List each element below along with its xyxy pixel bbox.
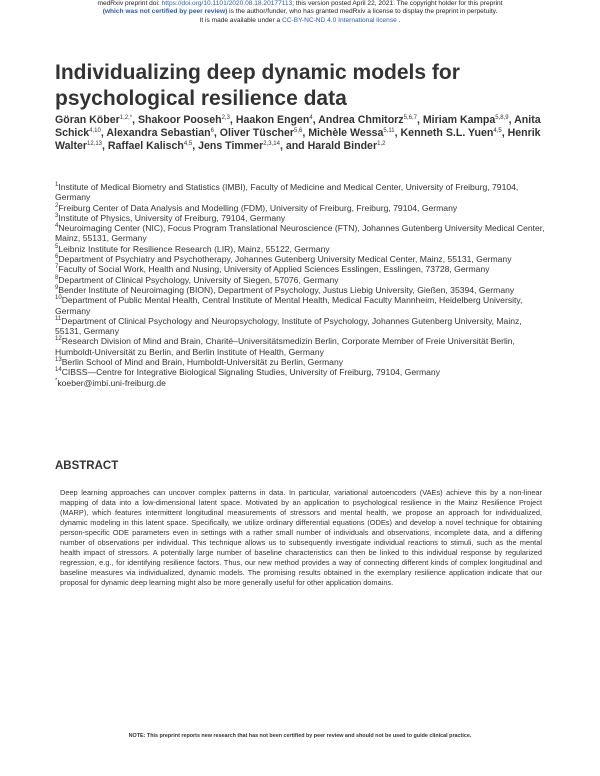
author-name: Göran Köber$^{1,2,*}$: [55, 114, 133, 126]
affiliation-marker: *: [55, 377, 58, 384]
preprint-header: [0, 0, 600, 25]
affiliation-text: Leibniz Institute for Resilience Research (LIR), Mainz, 55122, Germany: [58, 243, 330, 254]
affiliation-marker: 6: [55, 254, 59, 261]
affiliation-text: Department of Clinical Psychology, University of Siegen, 57076, Germany: [58, 274, 339, 285]
affiliation-item: [55, 357, 550, 367]
peer-review-note: (which was not certified by peer review): [102, 8, 228, 16]
affiliation-text: CIBSS—Centre for Integrative Biological Signaling Studies, University of Freiburg, 79104, Germany: [61, 367, 440, 378]
affiliation-item: [55, 336, 550, 357]
affiliation-item: [55, 295, 550, 316]
author-affiliation-marker: 6: [210, 128, 214, 135]
header-line-3: [0, 17, 600, 25]
abstract-text: Deep learning approaches can uncover complex patterns in data. In particular, variational autoencoders (VAEs) achieve this by a non-linear mapping of data into a low-dimensional latent space. Motivated by an application to psychological resilience in the Mainz Resilience Project (MARP), which features intermittent longitudinal measurements of stressors and mental health, we propose an approach for individualized, dynamic modeling in this latent space. Specifically, we utilize ordinary differential equations (ODEs) and develop a novel technique for obtaining person-specific ODE parameters even in settings with a rather small number of individuals and observations, incomplete data, and a differing number of observations per individual. This technique allows us to subsequently investigate individual reactions to stimuli, such as the mental health impact of stressors. A potentially large number of baseline characteristics can then be linked to this individual response by regularized regression, e.g., for identifying resilience factors. Thus, our new method provides a way of connecting different kinds of complex longitudinal and baseline measures via individualized, dynamic models. The promising results obtained in the exemplary resilience application indicate that our proposal for dynamic deep learning might also be more generally useful for other application domains.: [60, 488, 542, 587]
affiliation-item: [55, 275, 550, 285]
abstract-heading: ABSTRACT: [55, 460, 119, 472]
author-separator: ,: [132, 114, 138, 126]
affiliation-marker: 2: [55, 202, 59, 209]
affiliation-marker: 7: [55, 264, 59, 271]
header-text: ; this version posted April 22, 2021. The copyright holder for this preprint: [292, 0, 503, 7]
author-affiliation-marker: 5,6,7: [403, 115, 417, 121]
author-name: Oliver Tüscher$^{5,6}$: [219, 127, 303, 140]
affiliation-marker: 3: [55, 212, 59, 219]
author-separator: ,: [213, 127, 220, 140]
affiliation-item: [55, 264, 550, 274]
footer-note: NOTE: This preprint reports new research that has not been certified by peer review and should not be used to guide clinical practice.: [128, 733, 472, 739]
header-text: is the author/funder, who has granted medRxiv a license to display the preprint in perpetuity.: [227, 8, 498, 16]
affiliation-text: Research Division of Mind and Brain, Charité–Universitätsmedizin Berlin, Corporate Member of Freie Universität Berlin, Humboldt-Universität zu Berlin, and Berlin Institute of Health, Germany: [55, 336, 515, 357]
affiliation-item: [55, 203, 550, 213]
author-name: Anita Schick$^{4,10}$: [55, 114, 541, 140]
author-affiliation-marker: 2,3: [221, 115, 230, 121]
author-name: Michèle Wessa$^{5,11}$: [308, 127, 395, 140]
affiliation-text: Berlin School of Mind and Brain, Humboldt-Universität zu Berlin, Germany: [61, 357, 344, 368]
affiliation-marker: 4: [55, 223, 59, 230]
author-separator: ,: [229, 114, 236, 126]
author-separator: ,: [394, 127, 401, 140]
affiliation-marker: 13: [55, 357, 62, 364]
affiliation-text: Department of Clinical Psychology and Neuropsychology, Institute of Psychology, Johannes Gutenberg University, Mainz, 55131, Germany: [55, 315, 522, 337]
author-separator: ,: [508, 114, 515, 126]
author-name: Miriam Kampa$^{5,8,9}$: [422, 114, 509, 126]
affiliation-text: Institute of Physics, University of Freiburg, 79104, Germany: [58, 212, 286, 223]
header-line-1: [0, 0, 600, 8]
header-text: medRxiv preprint doi:: [97, 0, 162, 7]
author-separator: ,: [102, 140, 108, 153]
author-list: [55, 114, 550, 154]
affiliation-item: [55, 316, 550, 337]
author-separator: ,: [192, 140, 199, 153]
author-separator: ,: [501, 127, 508, 140]
author-name: Shakoor Pooseh$^{2,3}$: [137, 114, 230, 126]
affiliation-marker: 11: [55, 315, 62, 322]
header-line-2: [0, 8, 600, 16]
author-separator: , and: [279, 140, 308, 153]
author-affiliation-marker: 4,5: [493, 128, 502, 135]
author-affiliation-marker: 1,2: [377, 141, 386, 148]
author-affiliation-marker: 5,6: [293, 128, 303, 135]
affiliation-text: Department of Public Mental Health, Central Institute of Mental Health, Medical Faculty Mannheim, Heidelberg University, Germany: [55, 295, 523, 316]
affiliation-text: Department of Psychiatry and Psychotherapy, Johannes Gutenberg University Medical Center, Mainz, 55131, Germany: [58, 254, 512, 265]
author-affiliation-marker: 4,10: [89, 128, 101, 135]
author-separator: ,: [100, 127, 107, 140]
author-affiliation-marker: 4: [309, 115, 313, 121]
author-affiliation-marker: 5,8,9: [495, 115, 509, 121]
author-separator: ,: [302, 127, 309, 140]
header-text: .: [396, 16, 401, 24]
affiliation-item: [55, 367, 550, 377]
author-name: Henrik Walter$^{12,13}$: [55, 127, 541, 153]
affiliation-item[interactable]: [55, 378, 550, 388]
author-name: Haakon Engen$^4$: [235, 114, 313, 126]
author-separator: ,: [312, 114, 319, 126]
affiliation-text: Faculty of Social Work, Health and Nusing, University of Applied Sciences Esslingen, Esslingen, 73728, Germany: [58, 264, 490, 275]
affiliation-text: Neuroimaging Center (NIC), Focus Program Translational Neuroscience (FTN), Johannes Gutenberg University Medical Center, Mainz, 55131, Germany: [55, 223, 545, 244]
author-affiliation-marker: 4,5: [183, 141, 193, 148]
header-text: It is made available under a: [199, 16, 282, 24]
affiliation-marker: 14: [55, 367, 62, 374]
affiliation-list: [55, 182, 550, 388]
author-name: Raffael Kalisch$^{4,5}$: [107, 140, 193, 153]
author-separator: ,: [416, 114, 423, 126]
affiliation-item: [55, 182, 550, 203]
affiliation-text: Institute of Medical Biometry and Statistics (IMBI), Faculty of Medicine and Medical Center, University of Freiburg, 79104, Germany: [55, 182, 519, 203]
author-name: Jens Timmer$^{2,3,14}$: [198, 140, 280, 153]
author-name: Harald Binder$^{1,2}$: [307, 140, 386, 153]
affiliation-marker: 10: [55, 295, 62, 302]
affiliation-item: [55, 223, 550, 244]
affiliation-marker: 8: [55, 274, 59, 281]
affiliation-marker: 9: [55, 284, 59, 291]
affiliation-item: [55, 213, 550, 223]
author-affiliation-marker: 12,13: [86, 141, 102, 148]
affiliation-item: [55, 244, 550, 254]
author-affiliation-marker: 1,2,*: [119, 115, 133, 121]
author-name: Andrea Chmitorz$^{5,6,7}$: [318, 114, 417, 126]
affiliation-text: koeber@imbi.uni-freiburg.de: [57, 377, 166, 388]
affiliation-marker: 5: [55, 243, 59, 250]
affiliation-text: Bender Institute of Neuroimaging (BION), Department of Psychology, Justus Liebig University, Gießen, 35394, Germany: [58, 284, 515, 295]
license-link[interactable]: CC-BY-NC-ND 4.0 International license: [281, 16, 397, 24]
affiliation-item: [55, 254, 550, 264]
affiliation-text: Freiburg Center of Data Analysis and Modelling (FDM), University of Freiburg, Freiburg, 79104, Germany: [58, 202, 458, 213]
doi-link[interactable]: https://doi.org/10.1101/2020.08.18.20177113: [161, 0, 293, 7]
author-name: Alexandra Sebastian$^6$: [106, 127, 214, 140]
affiliation-marker: 12: [55, 336, 62, 343]
author-affiliation-marker: 2,3,14: [263, 141, 280, 148]
affiliation-item: [55, 285, 550, 295]
paper-title: Individualizing deep dynamic models for psychological resilience data: [55, 61, 460, 110]
author-name: Kenneth S.L. Yuen$^{4,5}$: [400, 127, 502, 140]
affiliation-marker: 1: [55, 182, 59, 188]
author-affiliation-marker: 5,11: [383, 128, 395, 135]
